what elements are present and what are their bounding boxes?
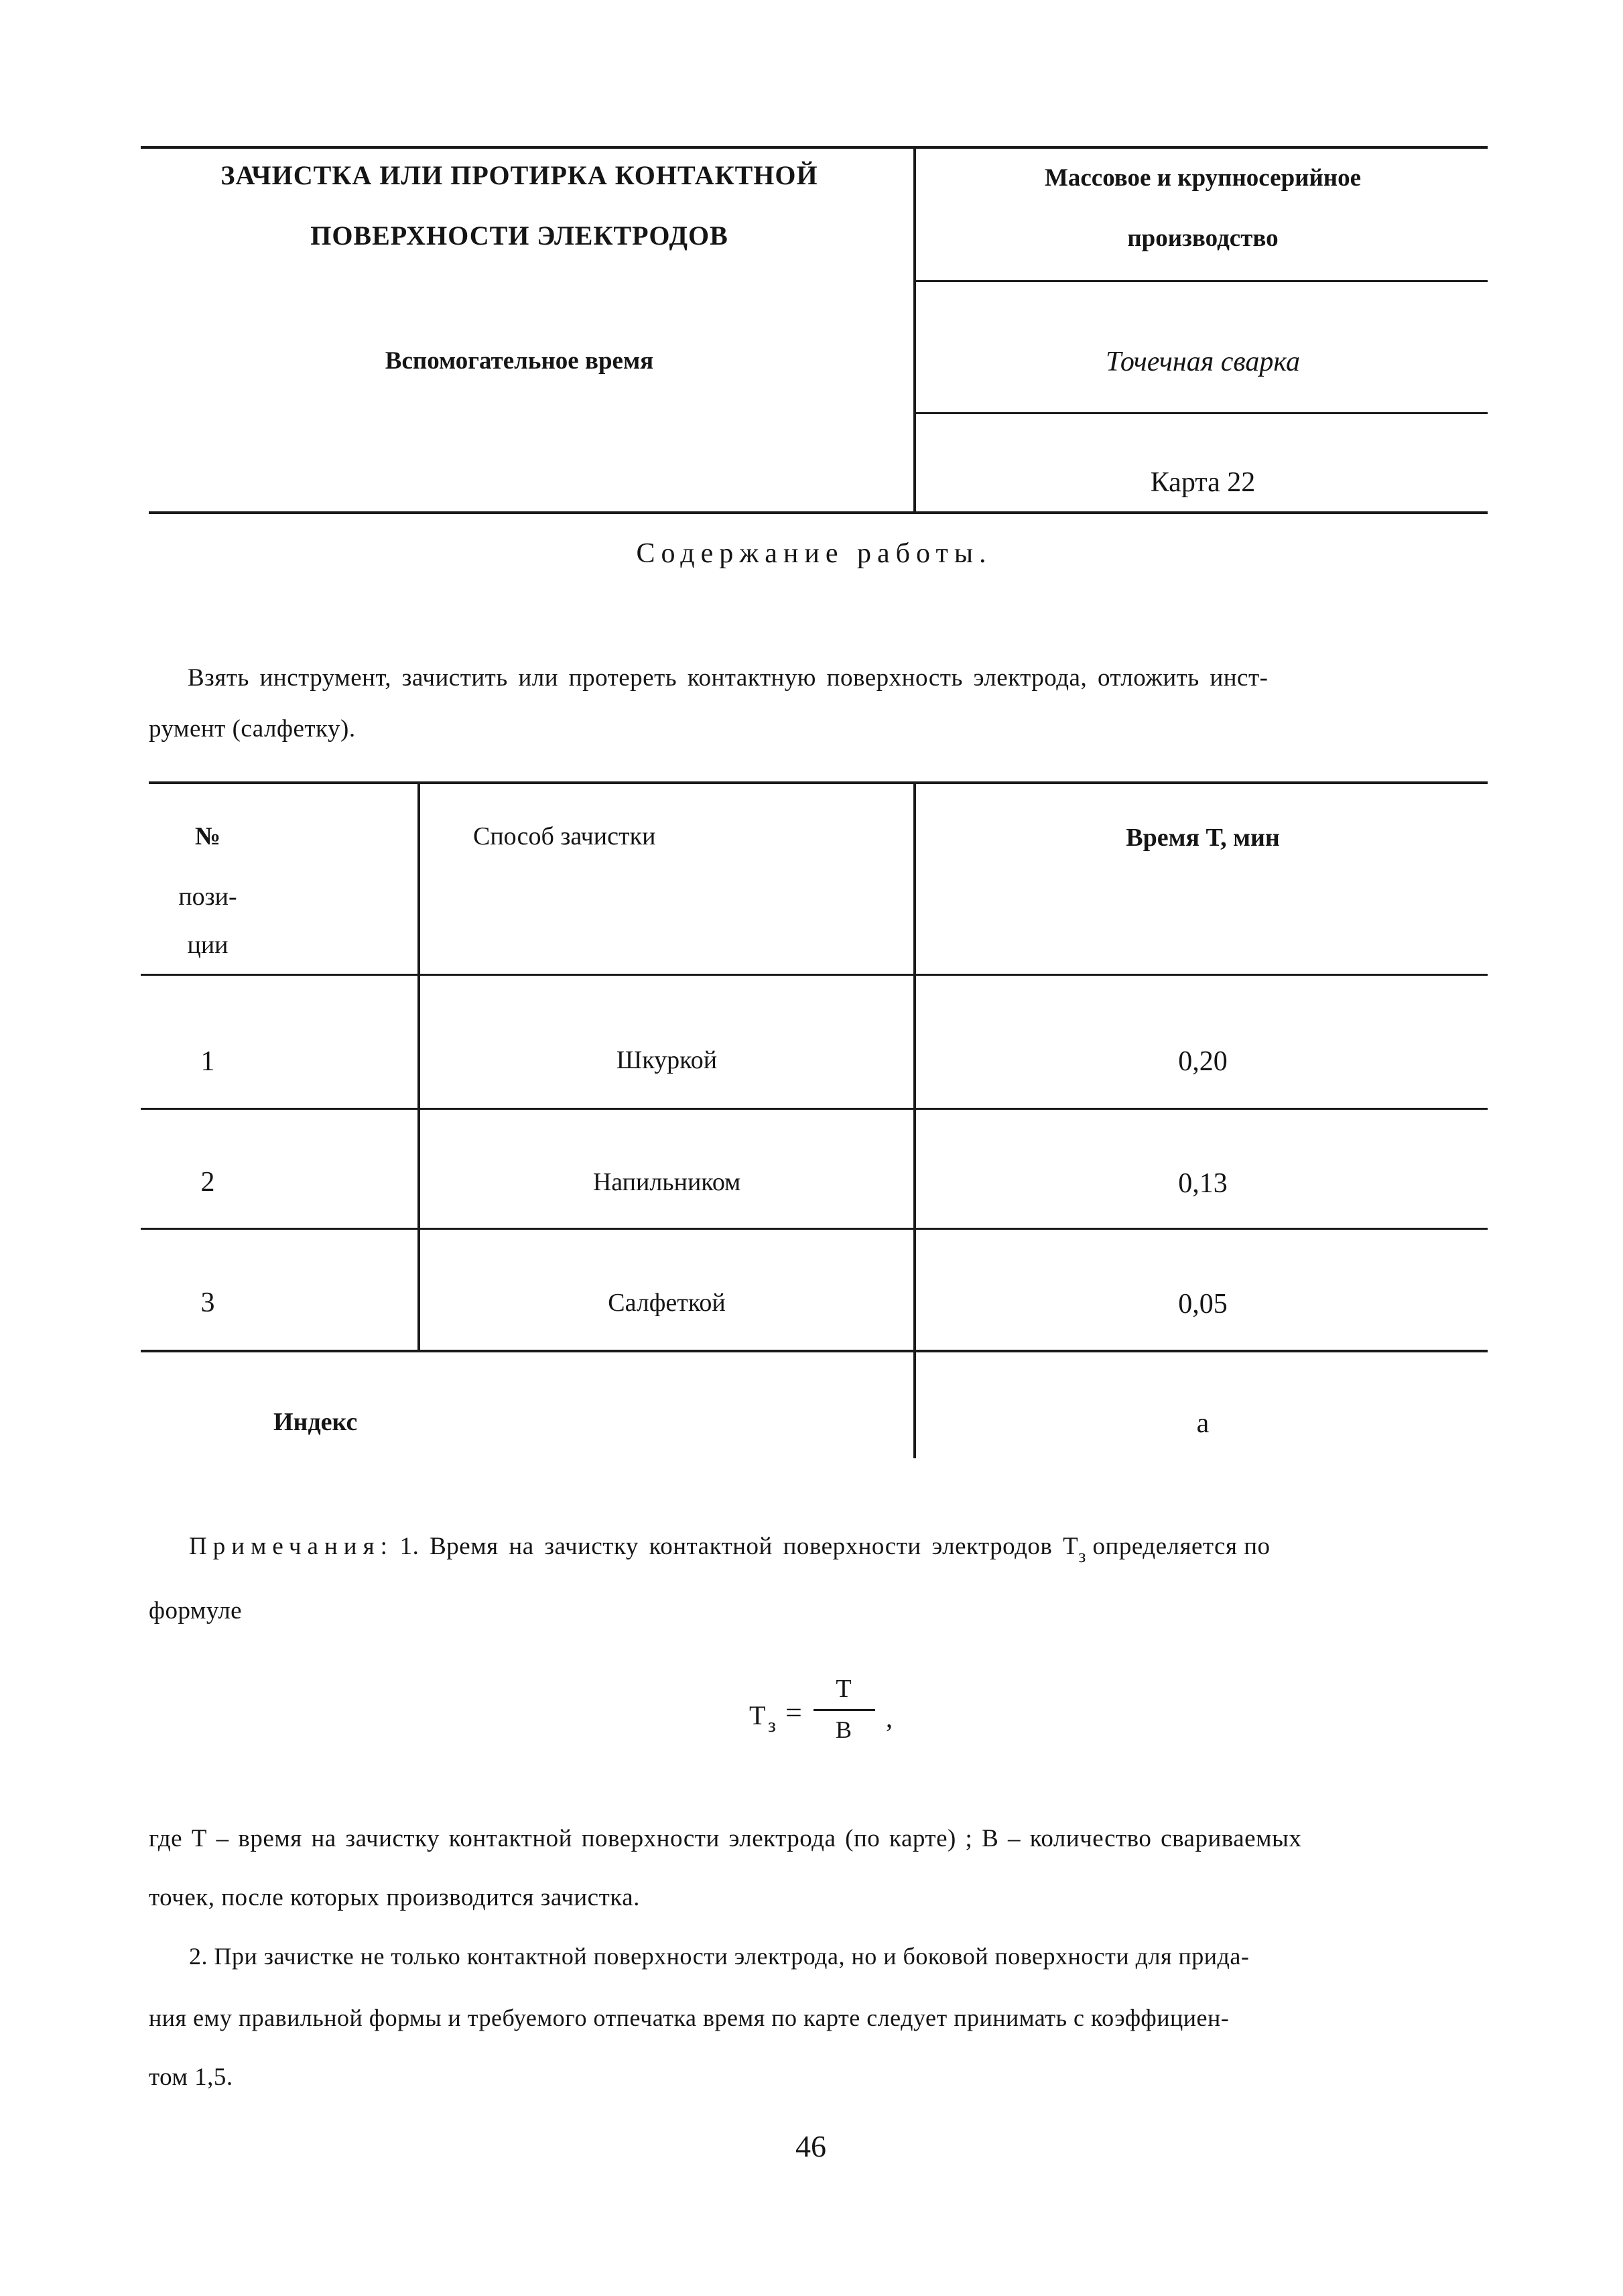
table-row3-rule bbox=[141, 1350, 1488, 1352]
note1-row bbox=[189, 1532, 1271, 1567]
formula-explanation-line1: где Т – время на зачистку контактной поверхности электрода (по карте) ; В – количество свариваемых bbox=[149, 1825, 1302, 1852]
row-time: 0,13 bbox=[1178, 1168, 1228, 1199]
formula-fraction-bar bbox=[814, 1709, 875, 1711]
page-number: 46 bbox=[795, 2129, 826, 2163]
index-label: Индекс bbox=[273, 1408, 358, 1436]
col-position-line1: № bbox=[194, 822, 221, 850]
note1-subscript: з bbox=[1078, 1546, 1086, 1567]
col-time-header: Время Т, мин bbox=[1126, 824, 1280, 852]
work-content-line2: румент (салфетку). bbox=[149, 715, 356, 743]
work-content-line1: Взять инструмент, зачистить или протереть контактную поверхность электрода, отложить инст- bbox=[188, 664, 1269, 692]
header-right-rule-2 bbox=[916, 412, 1488, 414]
col-position-line3: ции bbox=[187, 931, 229, 959]
notes-label: Примечания: bbox=[189, 1533, 393, 1560]
col-method-header: Способ зачистки bbox=[473, 822, 656, 850]
note2-line2: ния ему правильной формы и требуемого отпечатка время по карте следует принимать с коэффициен- bbox=[149, 2004, 1230, 2031]
formula-explanation-line2: точек, после которых производится зачистка. bbox=[149, 1884, 640, 1911]
formula-equals: = bbox=[785, 1696, 802, 1729]
header-bottom-rule bbox=[149, 511, 1488, 514]
header-subtitle: Вспомогательное время bbox=[385, 347, 654, 375]
row-position: 2 bbox=[200, 1167, 215, 1198]
note1-text: 1. Время на зачистку контактной поверхности электродов Т bbox=[399, 1533, 1079, 1560]
row-method: Напильником bbox=[592, 1168, 741, 1196]
production-line2: производство bbox=[1127, 225, 1279, 252]
table-top-rule bbox=[149, 781, 1488, 784]
header-right-rule-1 bbox=[916, 280, 1488, 282]
header-top-rule bbox=[141, 146, 1488, 149]
note1-line2: формуле bbox=[149, 1597, 243, 1624]
row-method: Шкуркой bbox=[616, 1046, 718, 1074]
card-number: Карта 22 bbox=[1150, 467, 1256, 498]
index-value: а bbox=[1196, 1408, 1210, 1439]
header-title-line1: ЗАЧИСТКА ИЛИ ПРОТИРКА КОНТАКТНОЙ bbox=[220, 160, 818, 190]
row-time: 0,20 bbox=[1178, 1046, 1228, 1077]
row-method: Салфеткой bbox=[608, 1289, 726, 1317]
table-row1-rule bbox=[141, 1108, 1488, 1110]
row-position: 3 bbox=[200, 1287, 215, 1318]
formula-lhs: Т bbox=[749, 1700, 766, 1730]
row-time: 0,05 bbox=[1178, 1289, 1228, 1320]
table-col2-divider bbox=[913, 781, 916, 1458]
header-vertical-divider bbox=[913, 146, 916, 513]
formula-numerator: Т bbox=[836, 1675, 852, 1703]
row-position: 1 bbox=[200, 1046, 215, 1077]
table-header-rule bbox=[141, 974, 1488, 976]
note2-line3: том 1,5. bbox=[149, 2063, 233, 2091]
formula-comma: , bbox=[886, 1703, 893, 1733]
formula-denominator: В bbox=[835, 1716, 852, 1743]
welding-type: Точечная сварка bbox=[1106, 346, 1300, 377]
work-content-heading: Содержание работы. bbox=[636, 538, 992, 569]
formula-lhs-subscript: з bbox=[768, 1714, 776, 1736]
note1-tail: определяется по bbox=[1092, 1533, 1271, 1560]
note2-line1: 2. При зачистке не только контактной поверхности электрода, но и боковой поверхности для прида- bbox=[189, 1943, 1250, 1970]
production-line1: Массовое и крупносерийное bbox=[1044, 164, 1362, 192]
table-row2-rule bbox=[141, 1228, 1488, 1230]
header-title-line2: ПОВЕРХНОСТИ ЭЛЕКТРОДОВ bbox=[310, 220, 728, 251]
col-position-line2: пози- bbox=[178, 883, 237, 911]
